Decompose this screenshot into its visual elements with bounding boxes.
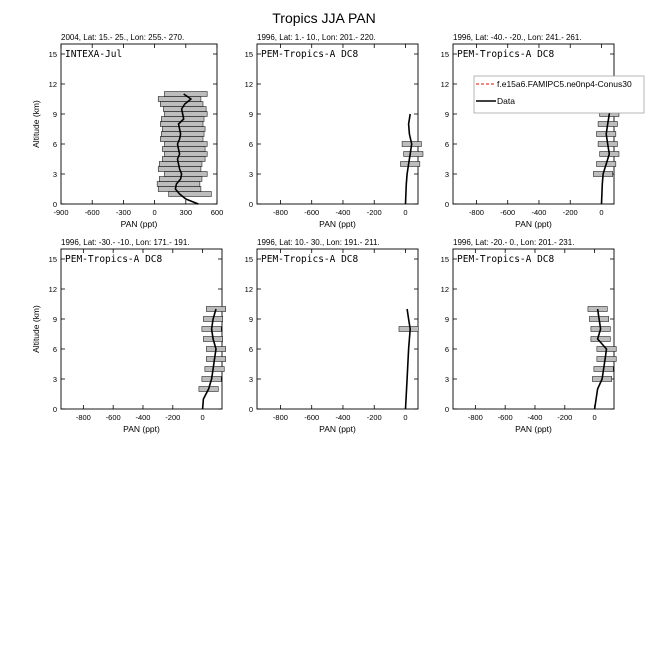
y-tick-label: 15 — [440, 255, 449, 264]
x-axis-label: PAN (ppt) — [319, 219, 356, 229]
x-axis-label: PAN (ppt) — [120, 219, 158, 229]
y-tick-label: 0 — [248, 200, 253, 209]
error-bar — [158, 187, 201, 192]
campaign-label: PEM-Tropics-A DC8 — [457, 49, 555, 60]
error-bar — [162, 157, 205, 162]
error-bar — [160, 137, 203, 142]
y-tick-label: 3 — [52, 375, 57, 384]
y-tick-label: 3 — [444, 170, 449, 179]
x-tick-label: -200 — [562, 208, 578, 217]
x-axis-label: PAN (ppt) — [515, 219, 552, 229]
error-bar — [404, 152, 423, 157]
figure-title: Tropics JJA PAN — [272, 10, 376, 26]
y-tick-label: 6 — [444, 345, 449, 354]
y-tick-label: 0 — [52, 200, 57, 209]
error-bar — [158, 97, 201, 102]
y-tick-label: 9 — [444, 315, 449, 324]
error-bar — [164, 112, 207, 117]
x-tick-label: -400 — [335, 208, 351, 217]
x-tick-label: -600 — [84, 208, 100, 217]
error-bar — [164, 172, 207, 177]
panel-subtitle: 1996, Lat: -20.- 0., Lon: 201.- 231. — [453, 238, 575, 247]
y-tick-label: 3 — [248, 170, 253, 179]
y-tick-label: 12 — [244, 285, 253, 294]
y-tick-label: 6 — [248, 140, 253, 149]
error-bar — [206, 357, 225, 362]
error-bar — [591, 337, 610, 342]
error-bar — [164, 142, 207, 147]
y-tick-label: 12 — [48, 80, 57, 89]
y-tick-label: 12 — [440, 285, 449, 294]
panel-subtitle: 1996, Lat: -30.- -10., Lon: 171.- 191. — [61, 238, 190, 247]
panel-5 — [245, 238, 419, 434]
y-tick-label: 0 — [444, 200, 449, 209]
x-tick-label: -400 — [531, 208, 547, 217]
plot-frame — [257, 249, 418, 409]
legend-model-label: f.e15a6.FAMIPC5.ne0np4-Conus30 — [497, 79, 632, 89]
error-bar — [160, 102, 203, 107]
y-tick-label: 6 — [52, 345, 57, 354]
error-bar — [401, 162, 420, 167]
x-tick-label: -600 — [497, 413, 513, 422]
x-axis-label: PAN (ppt) — [123, 424, 160, 434]
error-bar — [162, 147, 205, 152]
x-tick-label: -600 — [304, 208, 320, 217]
y-tick-label: 9 — [248, 110, 253, 119]
y-tick-label: 15 — [48, 50, 57, 59]
x-tick-label: -200 — [557, 413, 573, 422]
data-line — [406, 309, 411, 409]
x-tick-label: -600 — [105, 413, 121, 422]
x-tick-label: -900 — [53, 208, 69, 217]
x-tick-label: 0 — [403, 413, 408, 422]
legend — [474, 76, 644, 113]
y-tick-label: 6 — [248, 345, 253, 354]
panel-1 — [31, 33, 223, 229]
error-bar — [161, 132, 204, 137]
x-tick-label: -400 — [135, 413, 151, 422]
panel-3 — [441, 33, 619, 229]
y-tick-label: 0 — [52, 405, 57, 414]
panel-subtitle: 2004, Lat: 15.- 25., Lon: 255.- 270. — [61, 33, 185, 42]
x-tick-label: -400 — [527, 413, 543, 422]
y-tick-label: 9 — [444, 110, 449, 119]
y-tick-label: 6 — [444, 140, 449, 149]
x-tick-label: -200 — [366, 208, 382, 217]
y-tick-label: 3 — [444, 375, 449, 384]
legend-data-label: Data — [497, 96, 515, 106]
panel-subtitle: 1996, Lat: -40.- -20., Lon: 241.- 261. — [453, 33, 582, 42]
x-tick-label: -800 — [75, 413, 91, 422]
panel-6 — [441, 238, 617, 434]
y-tick-label: 12 — [440, 80, 449, 89]
y-tick-label: 15 — [244, 50, 253, 59]
y-tick-label: 0 — [444, 405, 449, 414]
x-tick-label: 0 — [403, 208, 408, 217]
x-tick-label: -800 — [272, 413, 288, 422]
campaign-label: INTEXA-Jul — [65, 49, 123, 60]
panel-subtitle: 1996, Lat: 1.- 10., Lon: 201.- 220. — [257, 33, 376, 42]
y-tick-label: 3 — [52, 170, 57, 179]
y-tick-label: 15 — [244, 255, 253, 264]
error-bar — [169, 192, 212, 197]
x-tick-label: -400 — [335, 413, 351, 422]
error-bar — [162, 127, 205, 132]
y-tick-label: 15 — [440, 50, 449, 59]
x-axis-label: PAN (ppt) — [515, 424, 552, 434]
x-tick-label: 0 — [152, 208, 157, 217]
error-bar — [205, 367, 224, 372]
panel-subtitle: 1996, Lat: 10.- 30., Lon: 191.- 211. — [257, 238, 380, 247]
x-tick-label: -800 — [272, 208, 288, 217]
campaign-label: PEM-Tropics-A DC8 — [261, 49, 359, 60]
x-tick-label: -800 — [467, 413, 483, 422]
y-tick-label: 9 — [248, 315, 253, 324]
x-axis-label: PAN (ppt) — [319, 424, 356, 434]
x-tick-label: 0 — [200, 413, 205, 422]
y-axis-label: Altitude (km) — [31, 100, 41, 148]
error-bar — [164, 152, 207, 157]
y-tick-label: 15 — [48, 255, 57, 264]
y-tick-label: 6 — [52, 140, 57, 149]
error-bar — [159, 162, 202, 167]
y-tick-label: 9 — [52, 315, 57, 324]
x-tick-label: -200 — [366, 413, 382, 422]
error-bar — [163, 107, 206, 112]
y-tick-label: 0 — [248, 405, 253, 414]
y-tick-label: 12 — [48, 285, 57, 294]
data-line — [406, 114, 412, 204]
x-tick-label: -300 — [115, 208, 131, 217]
plot-frame — [453, 44, 614, 204]
panel-4 — [31, 238, 226, 434]
x-tick-label: -600 — [304, 413, 320, 422]
error-bar — [160, 122, 203, 127]
y-tick-label: 9 — [52, 110, 57, 119]
campaign-label: PEM-Tropics-A DC8 — [65, 254, 163, 265]
x-tick-label: -600 — [500, 208, 516, 217]
panel-2 — [245, 33, 423, 229]
x-tick-label: 0 — [592, 413, 597, 422]
y-tick-label: 3 — [248, 375, 253, 384]
x-tick-label: 300 — [179, 208, 193, 217]
error-bar — [399, 327, 418, 332]
plot-frame — [61, 249, 222, 409]
campaign-label: PEM-Tropics-A DC8 — [261, 254, 359, 265]
plot-frame — [257, 44, 418, 204]
plot-frame — [453, 249, 614, 409]
campaign-label: PEM-Tropics-A DC8 — [457, 254, 555, 265]
y-axis-label: Altitude (km) — [31, 305, 41, 353]
error-bar — [597, 357, 616, 362]
y-tick-label: 12 — [244, 80, 253, 89]
x-tick-label: 600 — [210, 208, 224, 217]
x-tick-label: 0 — [599, 208, 604, 217]
x-tick-label: -800 — [468, 208, 484, 217]
x-tick-label: -200 — [165, 413, 181, 422]
